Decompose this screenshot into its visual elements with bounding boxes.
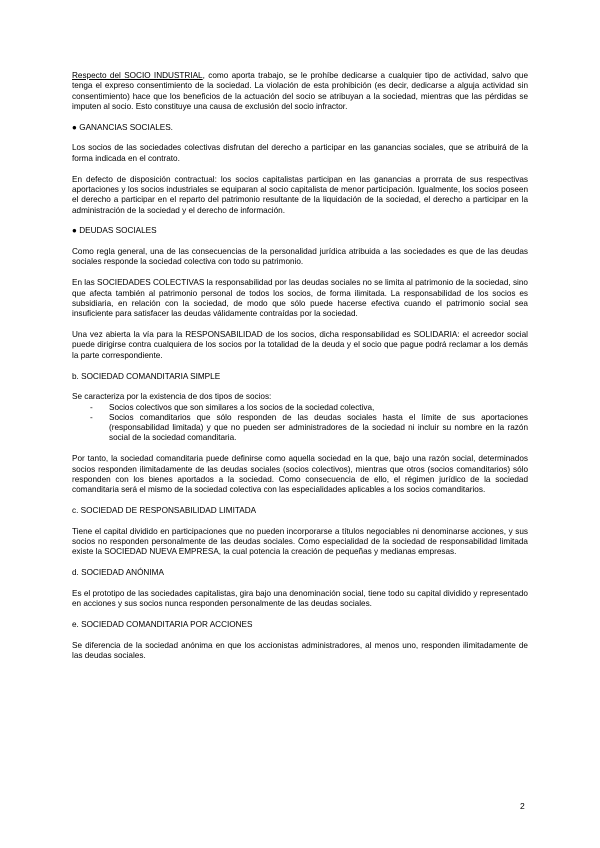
socio-industrial-paragraph (72, 71, 528, 112)
sociedad-anonima-paragraph: Es el prototipo de las sociedades capitalistas, gira bajo una denominación social, tiene todo su capital dividido y representado en acciones y sus socios nunca responden personalmente de las deudas sociales. (72, 588, 528, 609)
document-body (72, 71, 528, 672)
socios-list (72, 403, 528, 444)
list-item-text: Socios comanditarios que sólo responden de las deudas sociales hasta el límite de sus aportaciones (responsabilidad limitada) y que no pueden ser administradores de la sociedad ni incluir su nombre en la razón social de la sociedad comanditaria. (109, 412, 528, 443)
comanditaria-acciones-paragraph: Se diferencia de la sociedad anónima en que los accionistas administradores, al menos uno, responden ilimitadamente de las deudas sociales. (72, 640, 528, 661)
responsabilidad-limitada-paragraph: Tiene el capital dividido en participaciones que no pueden incorporarse a títulos negociables ni denominarse acciones, y sus socios no responden personalmente de las deudas sociales. Como especialidad de la sociedad de responsabilidad limitada existe la SOCIEDAD NUEVA EMPRESA, la cual potencia la creación de pequeñas y medianas empresas. (72, 526, 528, 557)
responsabilidad-limitada-heading: c. SOCIEDAD DE RESPONSABILIDAD LIMITADA (72, 506, 257, 516)
deudas-paragraph-3: Una vez abierta la vía para la RESPONSABILIDAD de los socios, dicha responsabilidad es SOLIDARIA: el acreedor social puede dirigirse contra cualquiera de los socios por la totalidad de la deuda y el socio que pague podrá reclamar a los demás la parte correspondiente. (72, 330, 528, 360)
list-item (72, 413, 528, 444)
ganancias-paragraph-1: Los socios de las sociedades colectivas disfrutan del derecho a participar en las ganancias sociales, que se atribuirá de la forma indicada en el contrato. (72, 143, 528, 163)
deudas-paragraph-2: En las SOCIEDADES COLECTIVAS la responsabilidad por las deudas sociales no se limita al patrimonio de la sociedad, sino que afecta también al patrimonio personal de todos los socios, de forma ilimitada. La responsabilidad de los socios es subsidiaria, en relación con la sociedad, de modo que sólo puede hacerse efectiva cuando el patrimonio social sea insuficiente para satisfacer las deudas válidamente contraídas por la sociedad. (72, 278, 528, 319)
comanditaria-simple-paragraph: Por tanto, la sociedad comanditaria puede definirse como aquella sociedad en la que, bajo una razón social, determinados socios responden ilimitadamente de las deudas sociales (socios colectivos), mientras que otros (socios comanditarios) sólo responden con los bienes aportados a la sociedad. Como consecuencia de ello, el régimen jurídico de la sociedad comanditaria será el mismo de la sociedad colectiva con las especialidades aplicables a los socios comanditarios. (72, 454, 528, 495)
list-item (72, 403, 528, 413)
ganancias-heading: ● GANANCIAS SOCIALES. (72, 122, 173, 132)
page-number: 2 (520, 801, 525, 811)
deudas-paragraph-1: Como regla general, una de las consecuencias de la personalidad jurídica atribuida a las sociedades es que de las deudas sociales responde la sociedad colectiva con todo su patrimonio. (72, 247, 528, 267)
comanditaria-simple-heading: b. SOCIEDAD COMANDITARIA SIMPLE (72, 371, 221, 381)
list-item-text: Socios colectivos que son similares a los socios de la sociedad colectiva, (109, 402, 375, 412)
deudas-heading: ● DEUDAS SOCIALES (72, 226, 157, 236)
ganancias-paragraph-2: En defecto de disposición contractual: los socios capitalistas participan en las ganancias a prorrata de sus respectivas aportaciones y los socios industriales se equiparan al socio capitalista de menor participación. Igualmente, los socios poseen el derecho a participar en el reparto del patrimonio resultante de la liquidación de la sociedad, el derecho a participar en la administración de la sociedad y el derecho de información. (72, 174, 528, 215)
comanditaria-simple-intro: Se caracteriza por la existencia de dos tipos de socios: (72, 392, 272, 402)
dash-bullet: - (90, 402, 93, 412)
sociedad-anonima-heading: d. SOCIEDAD ANÓNIMA (72, 568, 164, 578)
dash-bullet: - (90, 412, 93, 422)
socio-industrial-text: , como aporta trabajo, se le prohíbe dedicarse a cualquier tipo de actividad, salvo que tenga el expreso consentimiento de la sociedad. La violación de esta prohibición (es decir, dedicarse a alguja actividad sin consentimiento) hace que los beneficios de la actuación del socio se atribuyan a la sociedad, mientras que las pérdidas se imputen al socio. Esto constituye una causa de exclusión del socio infractor. (72, 71, 529, 111)
comanditaria-acciones-heading: e. SOCIEDAD COMANDITARIA POR ACCIONES (72, 620, 253, 630)
socio-industrial-underlined: Respecto del SOCIO INDUSTRIAL (72, 71, 203, 80)
